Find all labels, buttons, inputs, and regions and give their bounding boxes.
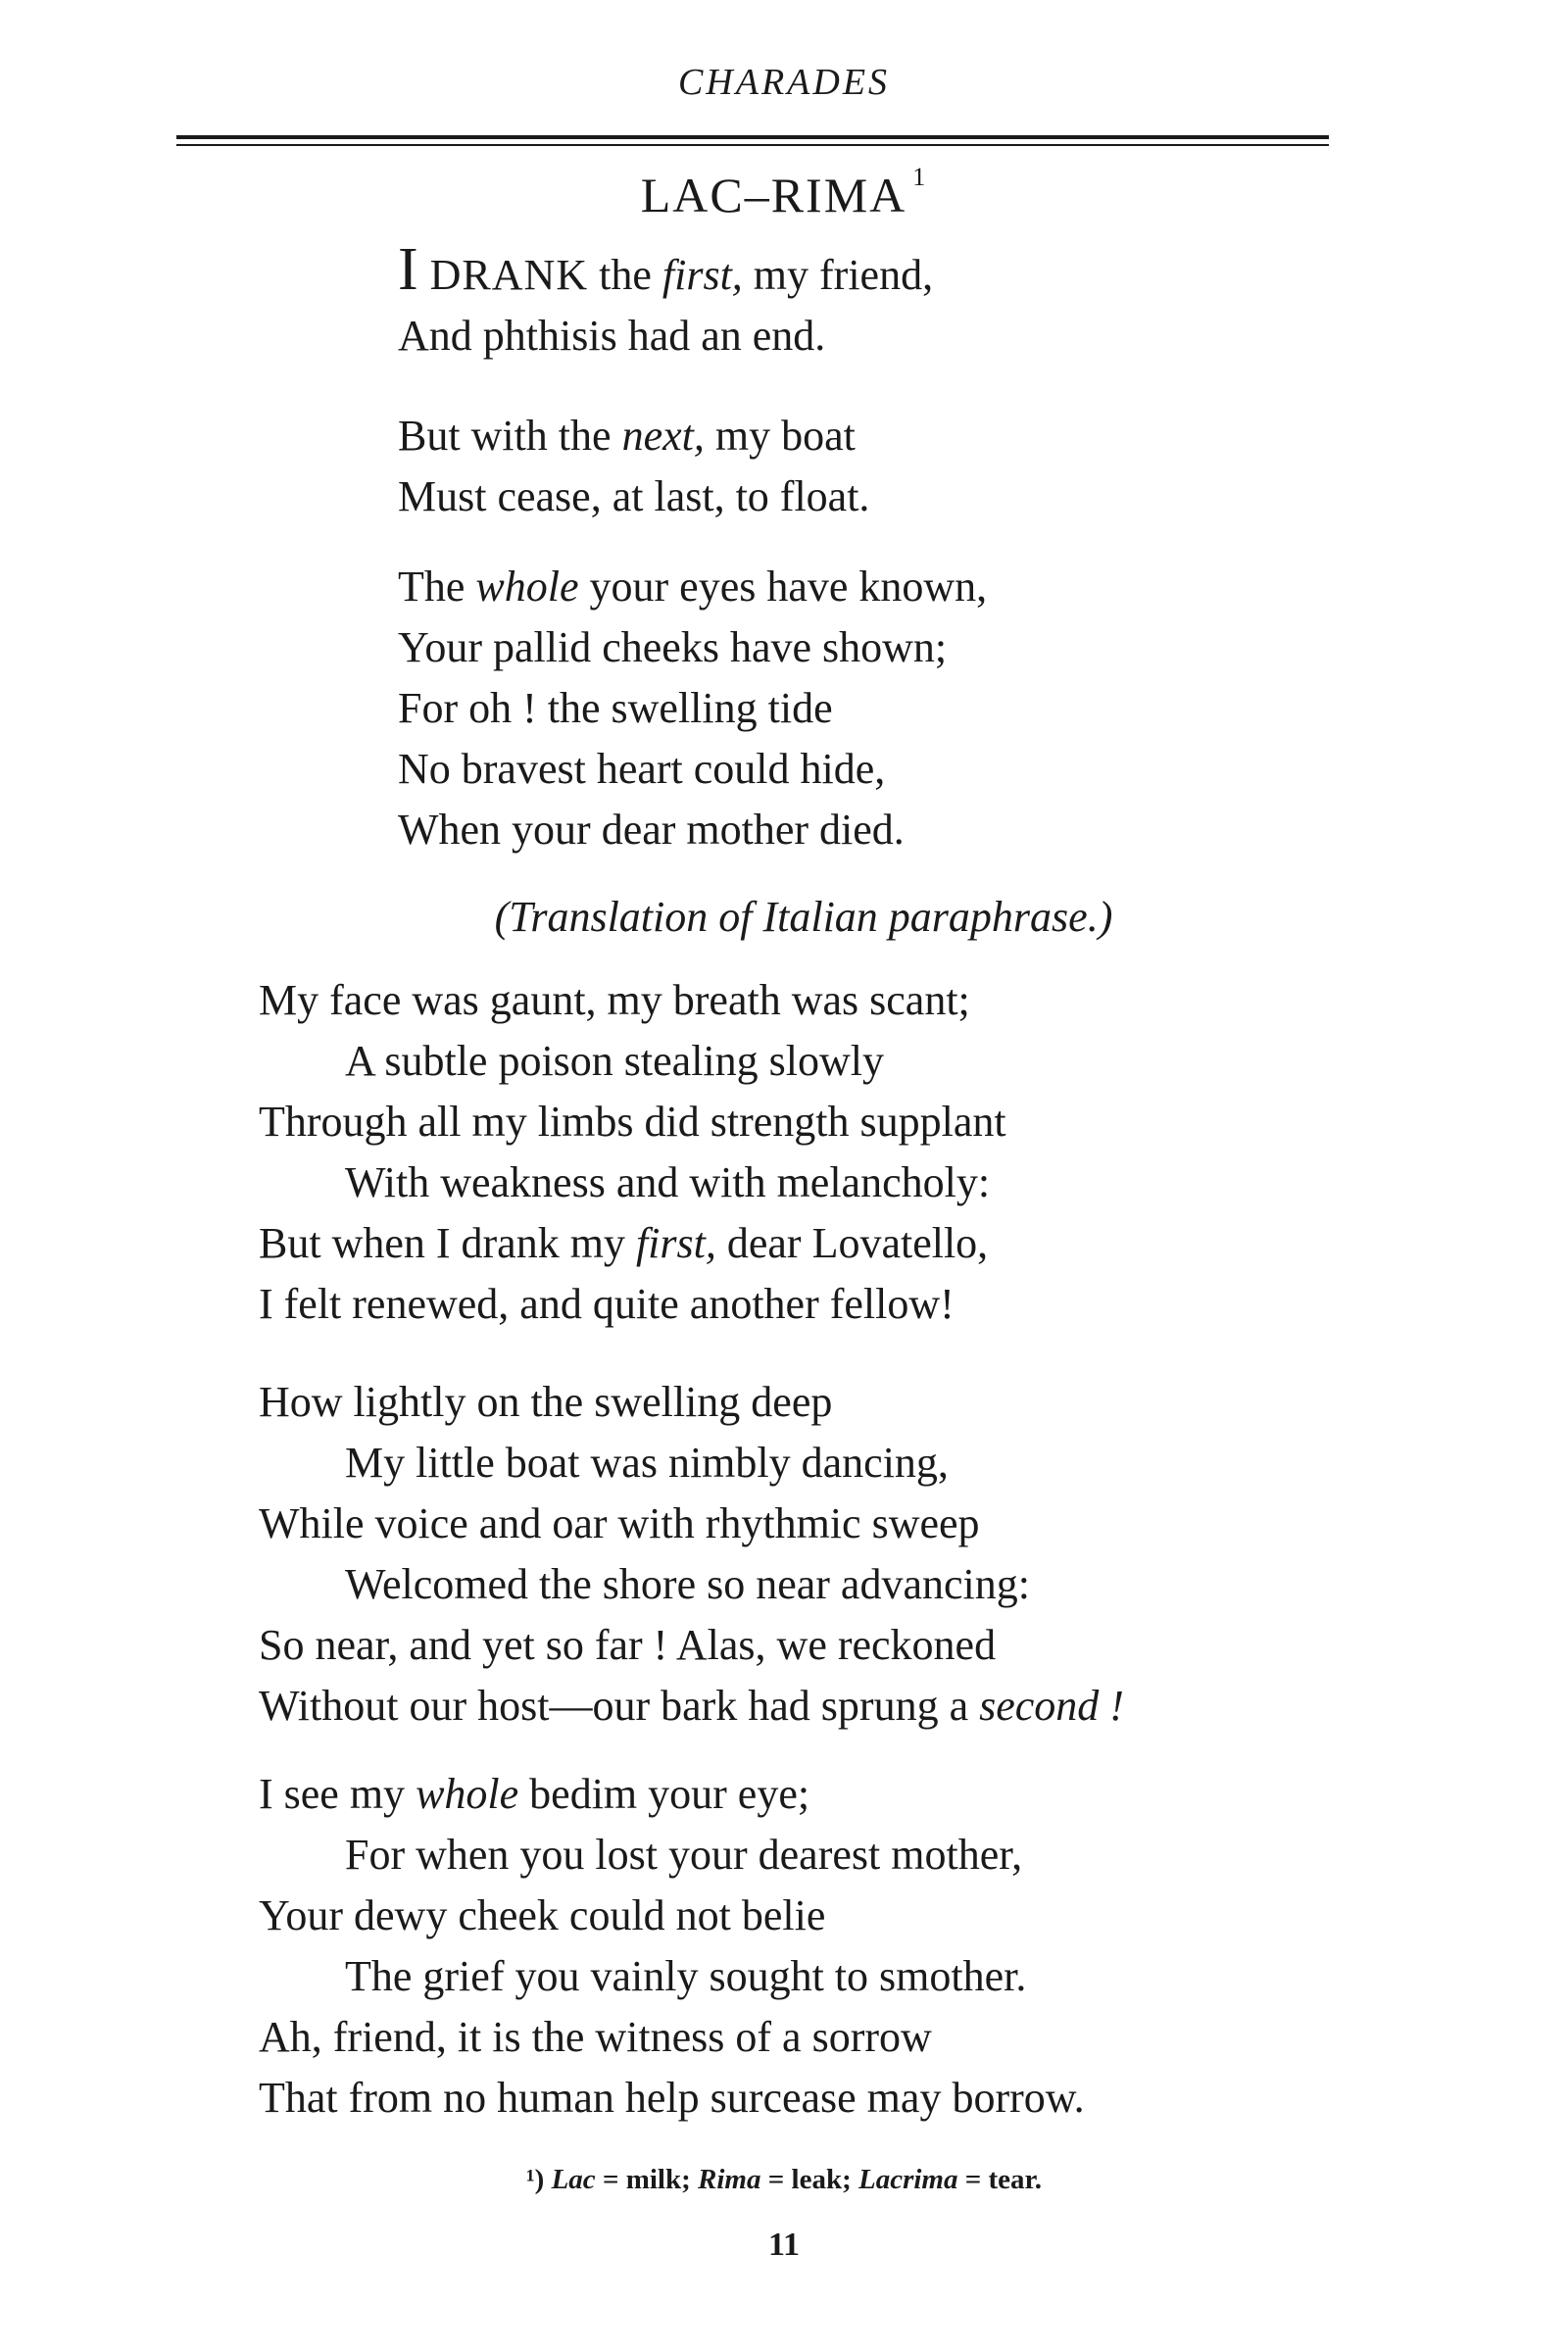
footnote-text: = tear. — [957, 2164, 1043, 2195]
verse-line: Your pallid cheeks have shown; — [398, 623, 948, 671]
verse-line — [259, 1764, 1085, 1825]
translation-heading — [0, 892, 1568, 942]
poem-title-text: LAC–RIMA — [640, 168, 907, 222]
double-rule-bottom — [176, 144, 1329, 146]
verse-line: My face was gaunt, my breath was scant; — [259, 976, 970, 1024]
footnote-mark: ¹) — [525, 2164, 545, 2195]
verse-line: With weakness and with melancholy: — [345, 1158, 991, 1206]
verse-line: Ah, friend, it is the witness of a sorrow — [259, 2013, 932, 2061]
double-rule-top — [176, 135, 1329, 139]
emphasis: first, — [662, 251, 743, 299]
footnote-term: Lac — [551, 2164, 596, 2195]
verse-line — [259, 1213, 1006, 1274]
verse-line: When your dear mother died. — [398, 806, 905, 854]
line-text: your eyes have known, — [578, 563, 988, 611]
verse-line: A subtle poison stealing slowly — [345, 1037, 884, 1085]
paraphrase-verse-2 — [259, 1372, 1124, 1737]
verse-line: And phthisis had an end. — [398, 312, 826, 360]
line-text: But with the — [398, 412, 622, 460]
verse-line: I felt renewed, and quite another fellow! — [259, 1280, 955, 1328]
line-text: I see my — [259, 1770, 416, 1818]
verse-line: My little boat was nimbly dancing, — [345, 1439, 949, 1487]
line-text: Without our host—our bark had sprung a — [259, 1682, 980, 1730]
title-footnote-mark: 1 — [912, 163, 928, 191]
translation-heading-text-2: paraphrase. — [877, 893, 1099, 941]
verse-line: No bravest heart could hide, — [398, 745, 886, 793]
emphasis: first, — [635, 1219, 716, 1267]
verse-line: Must cease, at last, to float. — [398, 472, 870, 520]
verse-line: Through all my limbs did strength supplant — [259, 1098, 1006, 1146]
verse-line: For oh ! the swelling tide — [398, 684, 833, 732]
emphasis: next, — [621, 412, 705, 460]
page-number: 11 — [767, 2227, 801, 2263]
verse-line: The grief you vainly sought to smother. — [345, 1952, 1027, 2000]
line-text: my friend, — [742, 251, 934, 299]
verse-line: While voice and oar with rhythmic sweep — [259, 1499, 980, 1547]
emphasis: whole — [475, 563, 579, 611]
verse-line: Welcomed the shore so near advancing: — [345, 1560, 1030, 1608]
verse-line: For when you lost your dearest mother, — [345, 1831, 1023, 1879]
riddle-stanza-2 — [398, 406, 869, 527]
line-text: The — [398, 563, 476, 611]
verse-line: So near, and yet so far ! Alas, we reckoned — [259, 1621, 997, 1669]
footnote-text: = leak; — [760, 2164, 858, 2195]
footnote-text: = milk; — [595, 2164, 699, 2195]
verse-line — [398, 236, 934, 306]
footnote-term: Rima — [698, 2164, 761, 2195]
running-head: CHARADES — [677, 62, 891, 103]
riddle-stanza-3 — [398, 557, 987, 860]
verse-line — [398, 557, 987, 617]
line-text: the — [588, 251, 662, 299]
line-text: my boat — [704, 412, 856, 460]
verse-line: How lightly on the swelling deep — [259, 1378, 833, 1426]
verse-line — [259, 1676, 1124, 1737]
verse-line — [398, 406, 869, 466]
line-text: dear Lovatello, — [715, 1219, 989, 1267]
verse-line: That from no human help surcease may borrow. — [259, 2074, 1085, 2122]
drop-cap: I — [398, 236, 418, 303]
line-text: bedim your eye; — [518, 1770, 810, 1818]
paren-close: ) — [1098, 893, 1113, 941]
paraphrase-verse-3 — [259, 1764, 1085, 2129]
footnote-term: Lacrima — [858, 2164, 958, 2195]
footnote — [0, 2164, 1568, 2196]
verse-line: Your dewy cheek could not belie — [259, 1891, 826, 1939]
riddle-stanza-1 — [398, 236, 934, 367]
small-caps-word: DRANK — [417, 251, 589, 299]
paraphrase-verse-1 — [259, 970, 1006, 1335]
emphasis: second ! — [979, 1682, 1124, 1730]
translation-heading-text: Translation of Italian — [509, 893, 878, 941]
line-text: But when I drank my — [259, 1219, 636, 1267]
paren-open: ( — [494, 893, 510, 941]
emphasis: whole — [416, 1770, 519, 1818]
poem-title — [0, 163, 1568, 223]
